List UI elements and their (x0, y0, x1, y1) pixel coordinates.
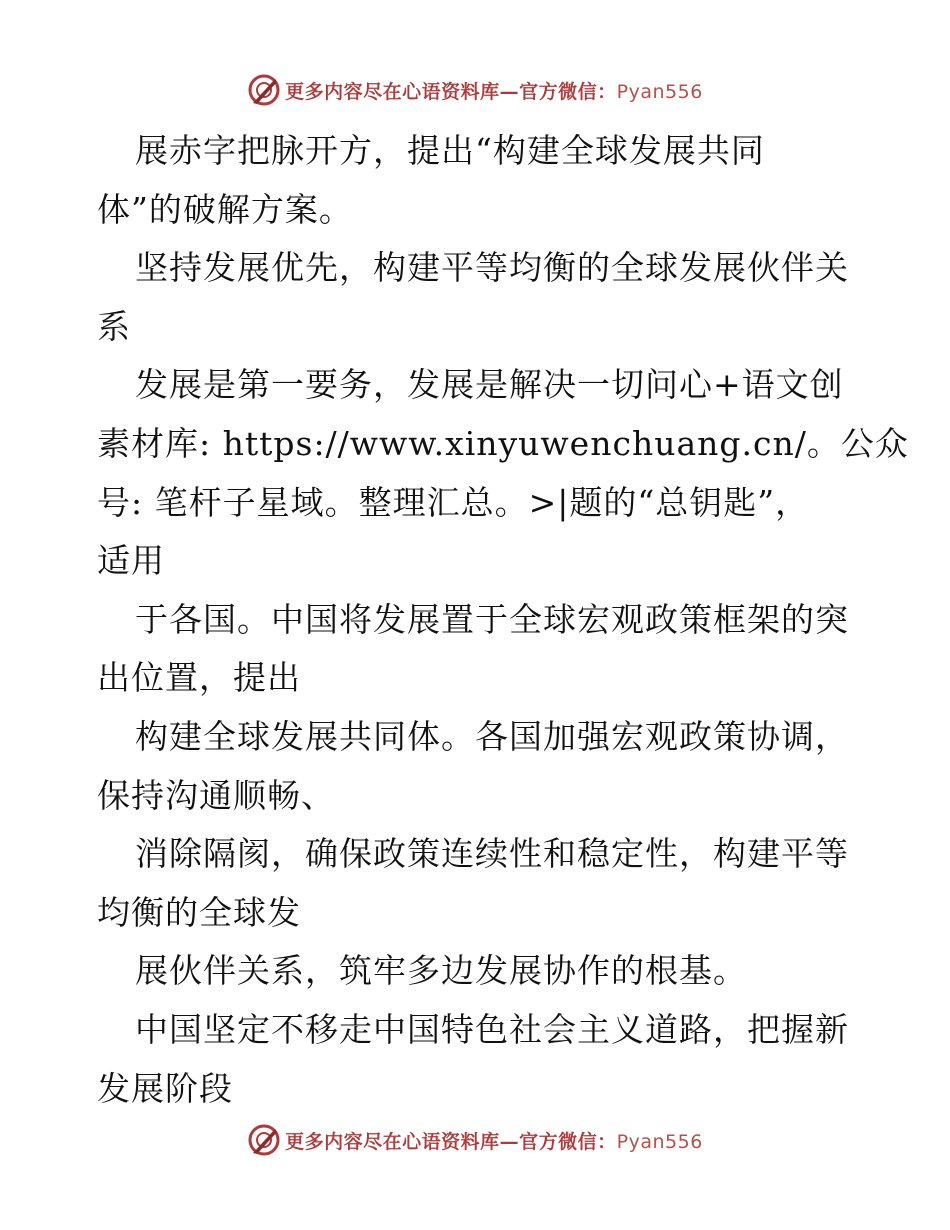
text-line: 适用 (97, 541, 165, 581)
text-line: 均衡的全球发 (97, 892, 301, 932)
text-line: 发展是第一要务，发展是解决一切问心+语文创 (135, 365, 844, 405)
text-line: 发展阶段 (97, 1068, 233, 1108)
text-line: 于各国。中国将发展置于全球宏观政策框架的突 (135, 599, 849, 639)
text-line: 体”的破解方案。 (97, 189, 353, 229)
watermark-text: 更多内容尽在心语资料库—官方微信：Pyan556 (285, 1130, 703, 1153)
text-line: 中国坚定不移走中国特色社会主义道路，把握新 (135, 1009, 849, 1049)
text-line: 消除隔阂，确保政策连续性和稳定性，构建平等 (135, 834, 849, 874)
text-line: 保持沟通顺畅、 (97, 775, 335, 815)
text-line: 展赤字把脉开方，提出“构建全球发展共同 (135, 131, 765, 170)
text-line: 构建全球发展共同体。各国加强宏观政策协调， (135, 716, 849, 756)
text-line: 系 (97, 306, 131, 346)
text-line: 展伙伴关系，筑牢多边发展协作的根基。 (135, 951, 747, 991)
header-watermark (0, 70, 950, 110)
document-body (97, 122, 909, 1118)
quill-logo-icon (247, 73, 281, 107)
text-line: 出位置，提出 (97, 658, 301, 698)
watermark-text: 更多内容尽在心语资料库—官方微信：Pyan556 (285, 80, 703, 103)
watermark-wechat-id: Pyan556 (616, 1130, 703, 1153)
watermark-wechat-id: Pyan556 (616, 80, 703, 103)
footer-watermark (0, 1120, 950, 1160)
text-line: 坚持发展优先，构建平等均衡的全球发展伙伴关 (135, 248, 849, 288)
text-line: 素材库: https://www.xinyuwenchuang.cn/。公众 (97, 423, 909, 463)
quill-logo-icon (247, 1123, 281, 1157)
text-line: 号: 笔杆子星域。整理汇总。>|题的“总钥匙”， (97, 482, 810, 522)
